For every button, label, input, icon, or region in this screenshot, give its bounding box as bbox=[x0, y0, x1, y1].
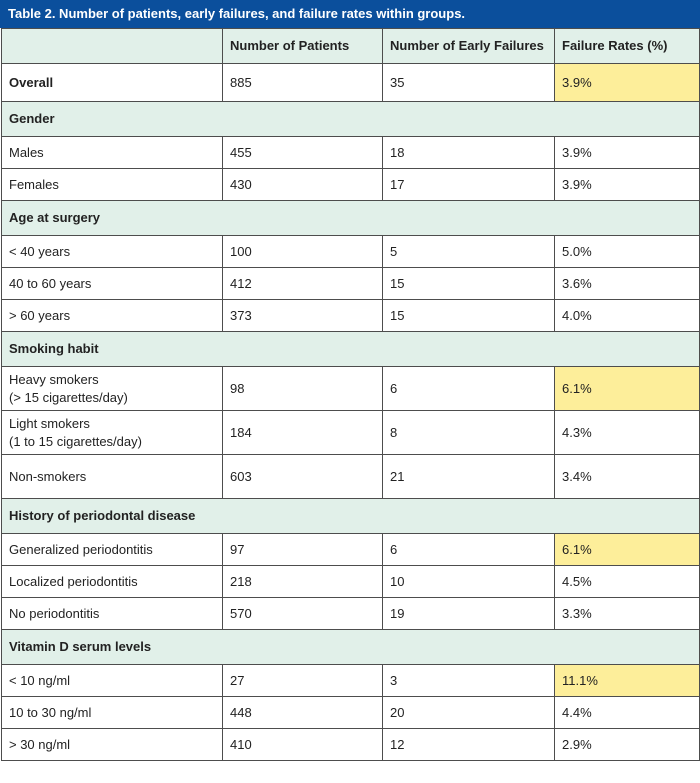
row-rate: 4.3% bbox=[555, 411, 700, 455]
table-row bbox=[2, 411, 700, 455]
row-label-text: 40 to 60 years bbox=[9, 275, 92, 291]
row-patients: 27 bbox=[223, 665, 383, 697]
row-label-text: 10 to 30 ng/ml bbox=[9, 704, 92, 720]
row-failures: 18 bbox=[383, 137, 555, 169]
row-label bbox=[2, 137, 223, 169]
row-patients: 430 bbox=[223, 169, 383, 201]
table-row bbox=[2, 236, 700, 268]
section-title: Gender bbox=[2, 102, 700, 137]
row-rate: 3.4% bbox=[555, 455, 700, 499]
row-label-subtext: (1 to 15 cigarettes/day) bbox=[9, 433, 142, 449]
table-row bbox=[2, 598, 700, 630]
header-cell-empty bbox=[2, 29, 223, 64]
row-patients: 373 bbox=[223, 300, 383, 332]
row-label bbox=[2, 169, 223, 201]
row-patients: 97 bbox=[223, 534, 383, 566]
row-label-text: Localized periodontitis bbox=[9, 573, 138, 589]
row-patients: 184 bbox=[223, 411, 383, 455]
section-header-row bbox=[2, 332, 700, 367]
row-rate: 3.3% bbox=[555, 598, 700, 630]
row-label bbox=[2, 411, 223, 455]
row-failures: 15 bbox=[383, 268, 555, 300]
header-patients: Number of Patients bbox=[223, 29, 383, 64]
row-failures: 17 bbox=[383, 169, 555, 201]
row-failures: 8 bbox=[383, 411, 555, 455]
row-label-text: Generalized periodontitis bbox=[9, 541, 153, 557]
row-rate: 6.1% bbox=[555, 534, 700, 566]
table-row bbox=[2, 566, 700, 598]
row-label bbox=[2, 534, 223, 566]
row-failures: 19 bbox=[383, 598, 555, 630]
row-patients: 455 bbox=[223, 137, 383, 169]
header-early-failures: Number of Early Failures bbox=[383, 29, 555, 64]
section-header-row bbox=[2, 201, 700, 236]
row-label-text: Non-smokers bbox=[9, 468, 87, 484]
table-row bbox=[2, 665, 700, 697]
row-rate: 3.9% bbox=[555, 169, 700, 201]
row-label bbox=[2, 268, 223, 300]
row-label-text: Heavy smokers bbox=[9, 371, 99, 387]
table-row bbox=[2, 300, 700, 332]
row-rate: 4.0% bbox=[555, 300, 700, 332]
section-header-row bbox=[2, 630, 700, 665]
section-header-row bbox=[2, 102, 700, 137]
row-rate: 6.1% bbox=[555, 367, 700, 411]
row-label-text: < 40 years bbox=[9, 243, 71, 259]
table-row bbox=[2, 534, 700, 566]
section-title: History of periodontal disease bbox=[2, 499, 700, 534]
table-row bbox=[2, 169, 700, 201]
section-title: Age at surgery bbox=[2, 201, 700, 236]
row-label-text: Light smokers bbox=[9, 415, 90, 431]
row-label bbox=[2, 300, 223, 332]
row-failures: 3 bbox=[383, 665, 555, 697]
row-label-text: Females bbox=[9, 176, 59, 192]
row-failures: 15 bbox=[383, 300, 555, 332]
row-rate: 5.0% bbox=[555, 236, 700, 268]
row-rate: 4.4% bbox=[555, 697, 700, 729]
header-failure-rates: Failure Rates (%) bbox=[555, 29, 700, 64]
overall-failures: 35 bbox=[383, 64, 555, 102]
row-rate: 11.1% bbox=[555, 665, 700, 697]
table-row bbox=[2, 137, 700, 169]
row-rate: 2.9% bbox=[555, 729, 700, 761]
row-patients: 218 bbox=[223, 566, 383, 598]
section-title: Vitamin D serum levels bbox=[2, 630, 700, 665]
row-failures: 21 bbox=[383, 455, 555, 499]
overall-patients: 885 bbox=[223, 64, 383, 102]
row-label bbox=[2, 598, 223, 630]
row-label-text: No periodontitis bbox=[9, 605, 100, 621]
row-patients: 410 bbox=[223, 729, 383, 761]
row-label bbox=[2, 455, 223, 499]
row-label-text: > 60 years bbox=[9, 307, 71, 323]
table-row bbox=[2, 268, 700, 300]
row-label bbox=[2, 236, 223, 268]
row-failures: 5 bbox=[383, 236, 555, 268]
table-row bbox=[2, 697, 700, 729]
row-rate: 4.5% bbox=[555, 566, 700, 598]
row-patients: 448 bbox=[223, 697, 383, 729]
row-label-text: Males bbox=[9, 144, 44, 160]
row-patients: 100 bbox=[223, 236, 383, 268]
row-label bbox=[2, 665, 223, 697]
row-failures: 6 bbox=[383, 534, 555, 566]
row-label bbox=[2, 729, 223, 761]
row-patients: 570 bbox=[223, 598, 383, 630]
row-rate: 3.9% bbox=[555, 137, 700, 169]
row-failures: 10 bbox=[383, 566, 555, 598]
row-patients: 603 bbox=[223, 455, 383, 499]
overall-rate: 3.9% bbox=[555, 64, 700, 102]
row-failures: 6 bbox=[383, 367, 555, 411]
table-body bbox=[2, 29, 700, 761]
table-row bbox=[2, 367, 700, 411]
table-row bbox=[2, 729, 700, 761]
row-label bbox=[2, 566, 223, 598]
row-label-text: < 10 ng/ml bbox=[9, 672, 71, 688]
section-title: Smoking habit bbox=[2, 332, 700, 367]
row-rate: 3.6% bbox=[555, 268, 700, 300]
table-title: Table 2. Number of patients, early failures, and failure rates within groups. bbox=[0, 0, 700, 28]
row-patients: 98 bbox=[223, 367, 383, 411]
overall-row bbox=[2, 64, 700, 102]
row-label-text: > 30 ng/ml bbox=[9, 736, 71, 752]
table-row bbox=[2, 455, 700, 499]
row-label bbox=[2, 697, 223, 729]
data-table bbox=[1, 28, 700, 761]
overall-label: Overall bbox=[2, 64, 223, 102]
row-failures: 20 bbox=[383, 697, 555, 729]
row-label bbox=[2, 367, 223, 411]
header-row bbox=[2, 29, 700, 64]
row-label-subtext: (> 15 cigarettes/day) bbox=[9, 389, 128, 405]
section-header-row bbox=[2, 499, 700, 534]
row-failures: 12 bbox=[383, 729, 555, 761]
row-patients: 412 bbox=[223, 268, 383, 300]
